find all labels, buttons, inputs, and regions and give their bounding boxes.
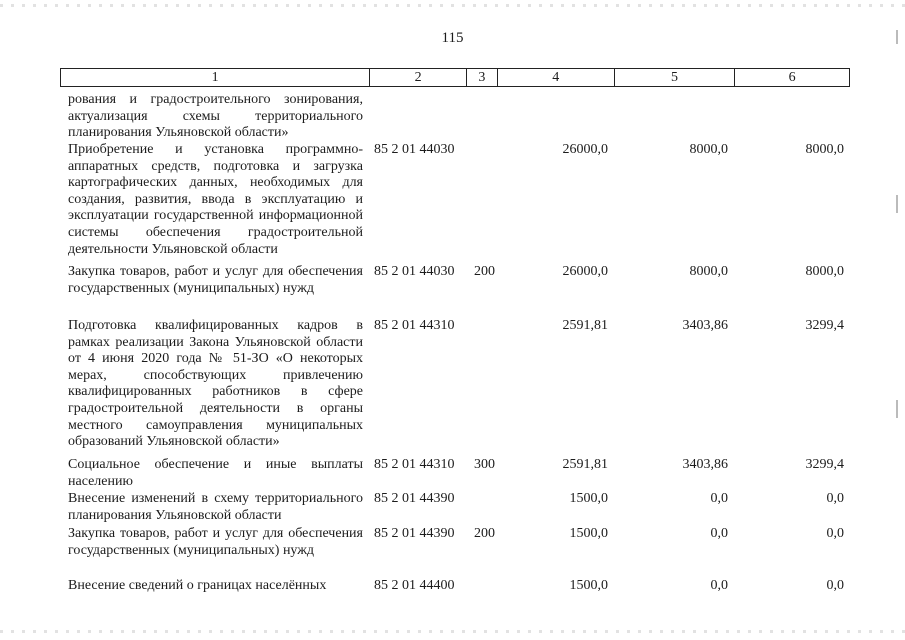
row-value-col6: 8000,0 (805, 142, 844, 157)
row-value-col4: 1500,0 (569, 491, 608, 506)
row-code: 85 2 01 44390 (374, 526, 455, 541)
row-description: Закупка товаров, работ и услуг для обеспечения государственных (муниципальных) нужд (68, 264, 363, 296)
scan-edge-right (896, 195, 898, 213)
row-expense-type: 200 (474, 526, 495, 541)
row-description: Внесение изменений в схему территориального планирования Ульяновской области (68, 491, 363, 523)
row-value-col5: 3403,86 (682, 457, 728, 472)
row-value-col6: 0,0 (826, 491, 844, 506)
row-value-col5: 8000,0 (689, 142, 728, 157)
row-code: 85 2 01 44030 (374, 264, 455, 279)
row-code: 85 2 01 44310 (374, 318, 455, 333)
scan-edge-bottom (0, 630, 905, 633)
row-value-col5: 0,0 (710, 491, 728, 506)
row-code: 85 2 01 44390 (374, 491, 455, 506)
scan-edge-top (0, 4, 905, 7)
row-value-col4: 1500,0 (569, 526, 608, 541)
row-value-col5: 0,0 (710, 526, 728, 541)
row-code: 85 2 01 44310 (374, 457, 455, 472)
row-value-col6: 3299,4 (805, 318, 844, 333)
row-expense-type: 300 (474, 457, 495, 472)
row-value-col5: 8000,0 (689, 264, 728, 279)
row-value-col4: 2591,81 (562, 457, 608, 472)
column-header-2: 2 (370, 69, 467, 86)
table-header-row (60, 68, 850, 87)
scan-edge-right (896, 400, 898, 418)
column-header-5: 5 (615, 69, 736, 86)
row-value-col4: 1500,0 (569, 578, 608, 593)
column-header-4: 4 (498, 69, 615, 86)
row-value-col5: 3403,86 (682, 318, 728, 333)
row-value-col4: 26000,0 (562, 142, 608, 157)
row-description: Социальное обеспечение и иные выплаты населению (68, 457, 363, 489)
row-value-col6: 0,0 (826, 578, 844, 593)
row-value-col6: 3299,4 (805, 457, 844, 472)
column-header-3: 3 (467, 69, 498, 86)
row-value-col6: 0,0 (826, 526, 844, 541)
row-value-col6: 8000,0 (805, 264, 844, 279)
row-value-col4: 2591,81 (562, 318, 608, 333)
row-code: 85 2 01 44030 (374, 142, 455, 157)
row-description: Закупка товаров, работ и услуг для обеспечения государственных (муниципальных) нужд (68, 526, 363, 558)
row-value-col5: 0,0 (710, 578, 728, 593)
row-description: Внесение сведений о границах населённых (68, 578, 327, 593)
column-header-1: 1 (61, 69, 370, 86)
row-description: Приобретение и установка программно-аппаратных средств, подготовка и загрузка картографических данных, необходимых для создания, развития, ввода в эксплуатацию и эксплуатации государственной информационной системы обеспечения градостроительной деятельности Ульяновской области (68, 142, 363, 257)
row-code: 85 2 01 44400 (374, 578, 455, 593)
row-description: рования и градостроительного зонирования, актуализация схемы территориального планирования Ульяновской области» (68, 92, 363, 141)
row-expense-type: 200 (474, 264, 495, 279)
row-value-col4: 26000,0 (562, 264, 608, 279)
column-header-6: 6 (788, 70, 796, 85)
row-description: Подготовка квалифицированных кадров в рамках реализации Закона Ульяновской области от 4 июня 2020 года № 51-ЗО «О некоторых мерах, способствующих привлечению квалифицированных работников в сфере градостроительной деятельности в органы местного самоуправления муниципальных образований Ульяновской области» (68, 318, 363, 450)
page-number: 115 (441, 30, 464, 46)
